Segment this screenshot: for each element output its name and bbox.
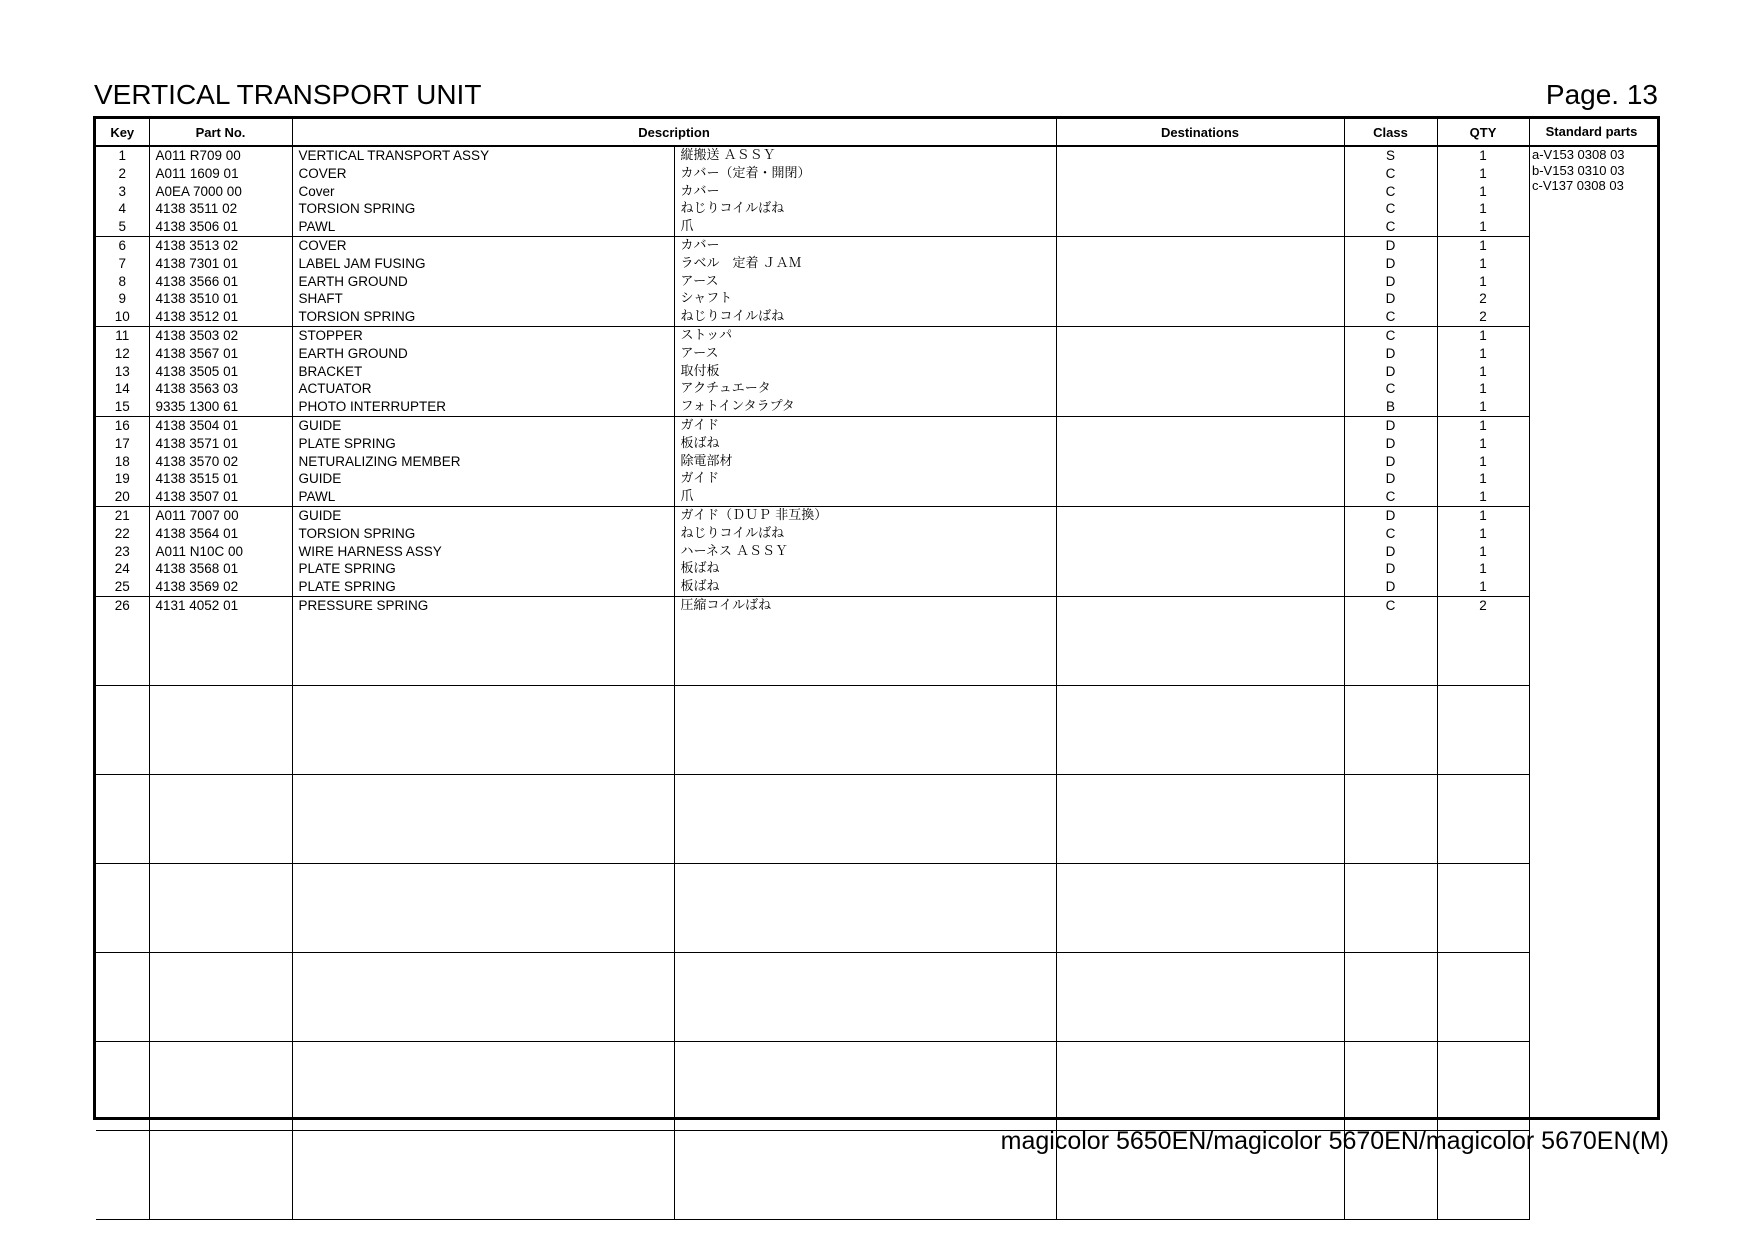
part-number: 4138 3567 01: [155, 345, 239, 361]
part-class: C: [1385, 183, 1396, 199]
cell-part-description: [292, 863, 674, 952]
part-destination: [1057, 398, 1344, 416]
part-class: D: [1385, 363, 1396, 379]
part-number: A011 R709 00: [155, 148, 241, 163]
part-class: C: [1385, 597, 1396, 613]
cell-part-key: [96, 146, 149, 236]
part-class: D: [1385, 273, 1396, 289]
part-key: 20: [114, 489, 130, 505]
part-qty: 1: [1479, 399, 1487, 415]
part-number: A011 7007 00: [155, 507, 239, 523]
part-description-jp: ラベル 定着 ＪＡＭ: [680, 255, 802, 271]
cell-part-key: [96, 685, 149, 774]
part-description: STOPPER: [298, 327, 363, 343]
part-description-jp: カバー: [680, 183, 720, 199]
col-header-key: Key: [96, 119, 149, 146]
part-qty: 1: [1479, 453, 1487, 469]
part-description: GUIDE: [298, 417, 342, 433]
part-destination: [1057, 237, 1344, 255]
cell-part-key: [96, 1130, 149, 1219]
cell-part-key: [96, 863, 149, 952]
cell-part-number: [149, 326, 292, 416]
part-key: 10: [114, 309, 130, 325]
part-description: PRESSURE SPRING: [298, 597, 429, 613]
part-class: C: [1385, 327, 1396, 343]
part-destination: [1057, 417, 1344, 435]
part-description: TORSION SPRING: [298, 525, 416, 541]
cell-part-qty: [1437, 506, 1529, 596]
part-description-jp: ガイド: [680, 417, 720, 433]
part-key: 5: [118, 219, 126, 235]
part-destination: [1057, 273, 1344, 291]
part-number: 4138 3504 01: [155, 417, 239, 433]
col-header-qty: QTY: [1437, 119, 1529, 146]
cell-part-qty: [1437, 146, 1529, 236]
part-class: D: [1385, 255, 1396, 271]
part-description-jp: アクチュエータ: [680, 381, 771, 397]
cell-part-number: [149, 596, 292, 685]
part-description-jp: ねじりコイルばね: [680, 525, 785, 541]
cell-part-class: [1344, 685, 1437, 774]
part-key: 2: [118, 165, 126, 181]
part-description-jp: ねじりコイルばね: [680, 201, 785, 217]
part-qty: 1: [1479, 579, 1487, 595]
cell-part-destination: [1056, 596, 1344, 685]
part-description: VERTICAL TRANSPORT ASSY: [298, 148, 490, 163]
part-description-jp: 縦搬送 ＡＳＳＹ: [680, 148, 776, 163]
table-row-group: [96, 774, 1529, 863]
cell-part-destination: [1056, 236, 1344, 326]
part-key: 24: [114, 561, 130, 577]
part-destination: [1057, 543, 1344, 561]
part-key: 18: [114, 453, 130, 469]
cell-part-description: [292, 146, 674, 236]
model-footer: magicolor 5650EN/magicolor 5670EN/magicolor 5670EN(M): [1000, 1127, 1669, 1155]
cell-part-class: [1344, 146, 1437, 236]
cell-part-number: [149, 506, 292, 596]
cell-part-description: [292, 952, 674, 1041]
part-description: PHOTO INTERRUPTER: [298, 399, 447, 415]
part-description-jp: 板ばね: [680, 435, 720, 451]
cell-part-number: [149, 1130, 292, 1219]
cell-part-class: [1344, 774, 1437, 863]
part-qty: 1: [1479, 417, 1487, 433]
part-description-jp: 取付板: [680, 363, 720, 379]
part-qty: 1: [1479, 507, 1487, 523]
page-title: VERTICAL TRANSPORT UNIT: [94, 79, 482, 110]
part-description-jp: ねじりコイルばね: [680, 309, 785, 325]
part-destination: [1057, 165, 1344, 183]
cell-part-destination: [1056, 416, 1344, 506]
part-key: 17: [114, 435, 130, 451]
part-destination: [1057, 308, 1344, 326]
cell-part-class: [1344, 863, 1437, 952]
part-qty: 1: [1479, 201, 1487, 217]
cell-part-destination: [1056, 774, 1344, 863]
cell-part-destination: [1056, 685, 1344, 774]
part-description: PAWL: [298, 489, 336, 505]
part-destination: [1057, 183, 1344, 201]
parts-table-body: [96, 146, 1529, 1219]
cell-part-description-jp: [674, 685, 1056, 774]
part-description: TORSION SPRING: [298, 309, 416, 325]
part-key: 11: [115, 327, 130, 343]
part-number: 4138 3503 02: [155, 327, 239, 343]
cell-part-key: [96, 596, 149, 685]
part-description-jp: カバー（定着・開閉）: [680, 165, 811, 181]
cell-part-description-jp: [674, 952, 1056, 1041]
cell-part-description: [292, 596, 674, 685]
part-class: C: [1385, 489, 1396, 505]
cell-part-class: [1344, 952, 1437, 1041]
part-description: BRACKET: [298, 363, 363, 379]
table-row-group: [96, 326, 1529, 416]
part-number: 4138 3564 01: [155, 525, 239, 541]
cell-part-class: [1344, 236, 1437, 326]
part-number: 4138 7301 01: [155, 255, 239, 271]
cell-part-qty: [1437, 236, 1529, 326]
part-description: WIRE HARNESS ASSY: [298, 543, 442, 559]
part-description-jp: アース: [680, 345, 719, 361]
part-description-jp: ハーネス ＡＳＳＹ: [680, 543, 788, 559]
part-number: 4138 3566 01: [155, 273, 239, 289]
part-destination: [1057, 218, 1344, 236]
part-description-jp: フォトインタラプタ: [680, 399, 795, 415]
part-number: 4138 3563 03: [155, 381, 239, 397]
part-qty: 1: [1479, 327, 1487, 343]
part-qty: 1: [1479, 561, 1487, 577]
col-header-description: Description: [292, 119, 1056, 146]
part-qty: 1: [1479, 435, 1487, 451]
cell-part-class: [1344, 416, 1437, 506]
cell-part-class: [1344, 1041, 1437, 1130]
part-key: 6: [118, 237, 126, 253]
part-class: D: [1385, 507, 1396, 523]
cell-part-number: [149, 863, 292, 952]
cell-part-number: [149, 1041, 292, 1130]
part-destination: [1057, 435, 1344, 453]
part-destination: [1057, 200, 1344, 218]
cell-part-qty: [1437, 596, 1529, 685]
cell-part-description-jp: [674, 863, 1056, 952]
part-description-jp: ストッパ: [680, 327, 733, 343]
standard-part-item: a-V153 0308 03: [1532, 147, 1625, 162]
cell-part-key: [96, 506, 149, 596]
parts-list-frame: [93, 116, 1660, 1120]
cell-part-description-jp: [674, 236, 1056, 326]
cell-part-qty: [1437, 1041, 1529, 1130]
part-class: C: [1385, 165, 1396, 181]
part-qty: 1: [1479, 381, 1487, 397]
cell-part-number: [149, 236, 292, 326]
part-qty: 1: [1479, 543, 1487, 559]
parts-table: [96, 119, 1529, 1220]
table-row-group: [96, 146, 1529, 236]
table-row-group: [96, 416, 1529, 506]
part-class: C: [1385, 381, 1396, 397]
part-qty: 1: [1479, 255, 1487, 271]
part-destination: [1057, 147, 1344, 165]
part-description: TORSION SPRING: [298, 201, 416, 217]
part-class: C: [1385, 525, 1396, 541]
part-number: A011 1609 01: [155, 165, 239, 181]
part-key: 4: [118, 201, 126, 217]
cell-part-number: [149, 685, 292, 774]
part-key: 26: [114, 597, 130, 613]
part-number: 4138 3569 02: [155, 579, 239, 595]
part-destination: [1057, 560, 1344, 578]
part-description: GUIDE: [298, 471, 342, 487]
part-class: S: [1386, 148, 1396, 163]
part-destination: [1057, 255, 1344, 273]
part-destination: [1057, 578, 1344, 596]
part-number: 4138 3570 02: [155, 453, 239, 469]
part-class: D: [1385, 561, 1396, 577]
part-qty: 1: [1479, 345, 1487, 361]
part-qty: 1: [1479, 183, 1487, 199]
part-key: 1: [118, 148, 126, 163]
cell-part-description-jp: [674, 596, 1056, 685]
part-qty: 1: [1479, 219, 1487, 235]
part-class: C: [1385, 201, 1396, 217]
part-number: 4138 3510 01: [155, 291, 239, 307]
part-key: 25: [114, 579, 130, 595]
part-description: EARTH GROUND: [298, 345, 408, 361]
cell-part-destination: [1056, 863, 1344, 952]
part-qty: 2: [1479, 309, 1487, 325]
part-destination: [1057, 470, 1344, 488]
table-row-group: [96, 1041, 1529, 1130]
standard-part-item: c-V137 0308 03: [1532, 178, 1624, 193]
cell-part-description: [292, 774, 674, 863]
cell-part-description: [292, 1130, 674, 1219]
cell-part-qty: [1437, 774, 1529, 863]
part-number: 4138 3568 01: [155, 561, 239, 577]
standard-part-item: b-V153 0310 03: [1532, 162, 1625, 178]
page-number: Page. 13: [1545, 79, 1658, 110]
part-description: PLATE SPRING: [298, 579, 396, 595]
col-header-standard-parts: Standard parts: [1526, 119, 1657, 147]
part-qty: 1: [1479, 471, 1487, 487]
part-key: 22: [114, 525, 130, 541]
part-key: 9: [118, 291, 126, 307]
cell-part-key: [96, 952, 149, 1041]
standard-parts-list: [1532, 147, 1625, 194]
part-key: 12: [114, 345, 130, 361]
cell-part-qty: [1437, 416, 1529, 506]
part-number: 4138 3513 02: [155, 237, 239, 253]
part-description-jp: ガイド: [680, 471, 720, 487]
cell-part-description: [292, 326, 674, 416]
part-destination: [1057, 525, 1344, 543]
cell-part-destination: [1056, 146, 1344, 236]
cell-part-key: [96, 1041, 149, 1130]
part-qty: 1: [1479, 165, 1487, 181]
part-description-jp: 除電部材: [680, 453, 733, 469]
part-number: 4138 3505 01: [155, 363, 239, 379]
cell-part-description: [292, 416, 674, 506]
part-key: 15: [114, 399, 130, 415]
part-class: D: [1385, 579, 1396, 595]
table-row-group: [96, 685, 1529, 774]
part-qty: 1: [1479, 363, 1487, 379]
cell-part-qty: [1437, 863, 1529, 952]
part-qty: 2: [1479, 597, 1487, 613]
part-description: COVER: [298, 165, 347, 181]
part-description: PLATE SPRING: [298, 561, 396, 577]
part-class: D: [1385, 345, 1396, 361]
table-row-group: [96, 952, 1529, 1041]
part-number: 4138 3512 01: [155, 309, 239, 325]
part-description: ACTUATOR: [298, 381, 372, 397]
table-row-group: [96, 236, 1529, 326]
cell-part-description-jp: [674, 146, 1056, 236]
cell-part-description: [292, 1041, 674, 1130]
cell-part-description-jp: [674, 1041, 1056, 1130]
cell-part-key: [96, 326, 149, 416]
cell-part-destination: [1056, 1041, 1344, 1130]
part-destination: [1057, 597, 1344, 615]
cell-part-key: [96, 236, 149, 326]
part-destination: [1057, 290, 1344, 308]
cell-part-destination: [1056, 506, 1344, 596]
part-class: D: [1385, 417, 1396, 433]
cell-part-description-jp: [674, 1130, 1056, 1219]
cell-part-description-jp: [674, 774, 1056, 863]
part-destination: [1057, 363, 1344, 381]
part-description-jp: 爪: [680, 489, 694, 505]
part-class: B: [1386, 399, 1396, 415]
part-description: PAWL: [298, 219, 336, 235]
table-row-group: [96, 596, 1529, 685]
cell-part-qty: [1437, 326, 1529, 416]
part-key: 8: [118, 273, 126, 289]
col-header-destinations: Destinations: [1056, 119, 1344, 146]
cell-part-class: [1344, 506, 1437, 596]
cell-part-destination: [1056, 326, 1344, 416]
cell-part-destination: [1056, 952, 1344, 1041]
part-number: 9335 1300 61: [155, 399, 239, 415]
cell-part-qty: [1437, 952, 1529, 1041]
part-description: SHAFT: [298, 291, 343, 307]
part-number: A011 N10C 00: [155, 543, 244, 559]
cell-part-number: [149, 774, 292, 863]
part-description-jp: 爪: [680, 219, 694, 235]
part-description: NETURALIZING MEMBER: [298, 453, 461, 469]
cell-part-description: [292, 685, 674, 774]
part-number: 4138 3506 01: [155, 219, 239, 235]
part-description-jp: シャフト: [680, 291, 733, 307]
part-key: 7: [118, 255, 126, 271]
cell-part-class: [1344, 596, 1437, 685]
table-header-row: [96, 119, 1529, 146]
cell-part-key: [96, 416, 149, 506]
part-class: C: [1385, 309, 1396, 325]
part-qty: 1: [1479, 525, 1487, 541]
part-key: 3: [118, 183, 126, 199]
cell-part-number: [149, 416, 292, 506]
cell-part-number: [149, 146, 292, 236]
part-description-jp: 板ばね: [680, 579, 720, 595]
part-qty: 1: [1479, 237, 1487, 253]
part-key: 21: [114, 507, 130, 523]
part-description: GUIDE: [298, 507, 342, 523]
part-description: Cover: [298, 183, 335, 199]
part-key: 14: [114, 381, 130, 397]
part-class: D: [1385, 453, 1396, 469]
part-number: A0EA 7000 00: [155, 183, 242, 199]
part-class: C: [1385, 219, 1396, 235]
table-row-group: [96, 863, 1529, 952]
part-number: 4138 3571 01: [155, 435, 239, 451]
part-class: D: [1385, 291, 1396, 307]
part-destination: [1057, 453, 1344, 471]
cell-part-key: [96, 774, 149, 863]
part-key: 13: [114, 363, 130, 379]
part-qty: 1: [1479, 148, 1487, 163]
part-destination: [1057, 507, 1344, 525]
cell-part-description-jp: [674, 326, 1056, 416]
cell-part-description: [292, 506, 674, 596]
col-header-class: Class: [1344, 119, 1437, 146]
part-description: COVER: [298, 237, 347, 253]
part-key: 23: [114, 543, 130, 559]
part-description: LABEL JAM FUSING: [298, 255, 426, 271]
part-qty: 1: [1479, 489, 1487, 505]
part-number: 4131 4052 01: [155, 597, 239, 613]
part-class: D: [1385, 471, 1396, 487]
part-destination: [1057, 345, 1344, 363]
table-row-group: [96, 506, 1529, 596]
part-key: 19: [114, 471, 130, 487]
cell-part-description-jp: [674, 506, 1056, 596]
part-description-jp: ガイド（ＤＵＰ 非互換）: [680, 507, 828, 523]
col-header-part-no: Part No.: [149, 119, 292, 146]
part-description-jp: 圧縮コイルばね: [680, 597, 772, 613]
part-class: D: [1385, 435, 1396, 451]
part-qty: 1: [1479, 273, 1487, 289]
part-description-jp: アース: [680, 273, 719, 289]
part-description-jp: 板ばね: [680, 561, 720, 577]
cell-part-description: [292, 236, 674, 326]
part-destination: [1057, 327, 1344, 345]
part-class: D: [1385, 543, 1396, 559]
part-number: 4138 3515 01: [155, 471, 239, 487]
part-key: 16: [114, 417, 130, 433]
part-number: 4138 3507 01: [155, 489, 239, 505]
part-qty: 2: [1479, 291, 1487, 307]
part-description: PLATE SPRING: [298, 435, 396, 451]
part-destination: [1057, 488, 1344, 506]
cell-part-description-jp: [674, 416, 1056, 506]
cell-part-class: [1344, 326, 1437, 416]
part-number: 4138 3511 02: [155, 201, 238, 217]
cell-part-qty: [1437, 685, 1529, 774]
part-destination: [1057, 380, 1344, 398]
cell-part-number: [149, 952, 292, 1041]
part-class: D: [1385, 237, 1396, 253]
part-description: EARTH GROUND: [298, 273, 408, 289]
part-description-jp: カバー: [680, 237, 720, 253]
